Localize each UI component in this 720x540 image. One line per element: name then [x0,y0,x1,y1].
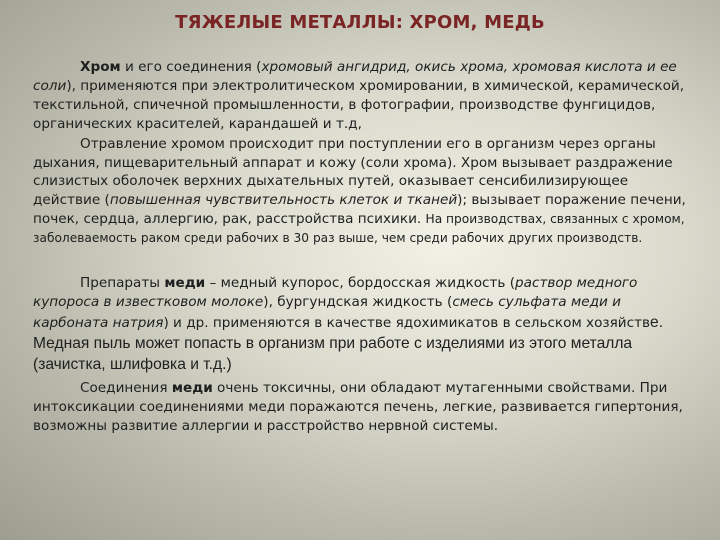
text-run: ), применяются при электролитическом хромировании, в химической, керамической, текстильной, спичечной промышленности, в фотографии, производстве фунгицидов, органических красителей, карандашей и т.д, [33,77,685,132]
spacer [33,248,697,274]
bold-term-copper: меди [164,275,206,292]
paragraph-chromium-uses [33,58,697,134]
text-run: Отравление хромом происходит при поступлении его в организм через органы дыхания, пищеварительный аппарат и кожу (соли хрома). Хром вызывает раздражение слизистых оболочек верхних дыхательных путей, оказывает сенсибилизирующее действие ( [33,135,673,209]
text-run: ), бургундская жидкость ( [263,293,453,310]
text-run: – медный купорос, бордосская жидкость ( [205,275,516,292]
bold-term-copper: меди [171,379,213,396]
text-run: очень токсичны, они обладают мутагенными свойствами. При интоксикации соединениями меди поражаются печень, легкие, развивается гипертония, возможны развитие аллергии и расстройство нервной системы. [33,379,683,434]
text-run: Препараты [80,275,165,292]
paragraph-copper-preparations [33,274,697,375]
text-run: и его соединения ( [120,59,262,75]
bold-term-chromium: Хром [80,59,121,75]
italic-compounds: хромовый ангидрид, окись хрома, хромовая кислота и ее соли [33,59,677,94]
paragraph-chromium-poisoning [33,135,697,248]
slide-body [33,58,697,436]
cancer-note: На производствах, связанных с хромом, заболеваемость раком среди рабочих в 30 раз выше, чем среди рабочих других производств. [33,212,685,246]
copper-dust-note: е. Медная пыль может попасть в организм при работе с изделиями из этого металла (зачистка, шлифовка и т.д.) [33,313,664,373]
text-run: Соединения [80,379,172,396]
italic-sensitization: повышенная чувствительность клеток и тканей [109,192,458,209]
italic-burgundy-mixture: смесь сульфата меди и карбоната натрия [33,293,621,331]
text-run: ) и др. применяются в качестве ядохимикатов в сельском хозяйств [163,314,651,331]
italic-bordeaux-mixture: раствор медного купороса в известковом молоке [33,275,638,310]
paragraph-copper-toxicity [33,379,697,436]
text-run: ); вызывает поражение печени, почек, сердца, аллергию, рак, расстройства психики. [33,192,686,228]
slide-title: ТЯЖЕЛЫЕ МЕТАЛЛЫ: ХРОМ, МЕДЬ [175,12,545,33]
